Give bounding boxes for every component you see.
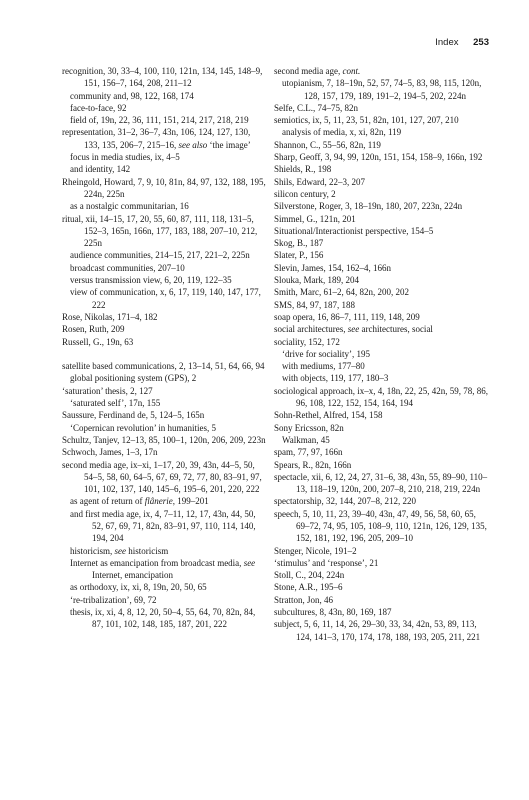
index-entry: Sony Ericsson, 82n [274, 422, 344, 433]
index-column-right [274, 65, 489, 643]
index-entry: Simmel, G., 121n, 201 [274, 213, 356, 224]
index-entry: satellite based communications, 2, 13–14, 51, 64, 66, 94 [62, 361, 265, 372]
index-subentry: Internet as emancipation from broadcast media, see Internet, emancipation [70, 557, 256, 581]
index-entry: Situational/Interactionist perspective, 154–5 [274, 225, 434, 236]
index-subentry: with objects, 119, 177, 180–3 [282, 373, 389, 384]
index-entry: spectacle, xii, 6, 12, 24, 27, 31–6, 38, 43n, 55, 89–90, 110–13, 118–19, 120n, 200, 207–8, 210, 218, 219, 224n [274, 471, 488, 495]
index-entry: Spears, R., 82n, 166n [274, 459, 352, 470]
index-subentry: face-to-face, 92 [70, 102, 127, 113]
index-subentry: field of, 19n, 22, 36, 111, 151, 214, 217, 218, 219 [70, 115, 249, 126]
index-subentry: view of communication, x, 6, 17, 119, 140, 147, 177, 222 [70, 287, 261, 310]
index-entry: subject, 5, 6, 11, 14, 26, 29–30, 33, 34, 42n, 53, 89, 113, 124, 141–3, 170, 174, 178, 188, 193, 205, 211, 221 [274, 619, 481, 642]
index-entry: Slouka, Mark, 189, 204 [274, 275, 359, 286]
index-subentry: historicism, see historicism [70, 545, 169, 556]
index-subentry: community and, 98, 122, 168, 174 [70, 90, 194, 101]
index-column-left [62, 65, 267, 631]
index-entry: Saussure, Ferdinand de, 5, 124–5, 165n [62, 410, 205, 421]
index-subentry: as a nostalgic communitarian, 16 [70, 201, 189, 212]
index-entry: silicon century, 2 [274, 188, 336, 199]
index-entry: subcultures, 8, 43n, 80, 169, 187 [274, 607, 392, 618]
index-entry: sociality, 152, 172 [274, 336, 340, 347]
running-head [435, 37, 489, 48]
index-entry: Silverstone, Roger, 3, 18–19n, 180, 207, 223n, 224n [274, 201, 463, 212]
index-subentry: as orthodoxy, ix, xi, 8, 19n, 20, 50, 65 [70, 582, 207, 593]
index-subentry: thesis, ix, xi, 4, 8, 12, 20, 50–4, 55, 64, 70, 82n, 84, 87, 101, 102, 148, 185, 187, 201, 222 [70, 607, 256, 630]
index-entry: Slater, P., 156 [274, 250, 324, 261]
index-subentry: with mediums, 177–80 [282, 361, 365, 372]
index-entry: Rose, Nikolas, 171–4, 182 [62, 311, 158, 322]
index-entry: Shields, R., 198 [274, 164, 332, 175]
index-subentry: and first media age, ix, 4, 7–11, 12, 17, 43n, 44, 50, 52, 67, 69, 71, 82n, 83–91, 97, 110, 114, 140, 194, 204 [70, 508, 256, 544]
index-entry: Shannon, C., 55–56, 82n, 119 [274, 139, 381, 150]
index-entry: SMS, 84, 97, 187, 188 [274, 299, 356, 310]
index-subentry: ‘saturated self’, 17n, 155 [70, 398, 161, 409]
index-entry: Stenger, Nicole, 191–2 [274, 545, 357, 556]
index-subentry: audience communities, 214–15, 217, 221–2, 225n [70, 250, 250, 261]
index-entry: Sharp, Geoff, 3, 94, 99, 120n, 151, 154, 158–9, 166n, 192 [274, 152, 483, 163]
index-subentry: focus in media studies, ix, 4–5 [70, 152, 180, 163]
index-entry: Skog, B., 187 [274, 238, 324, 249]
index-entry: representation, 31–2, 36–7, 43n, 106, 124, 127, 130, 133, 135, 206–7, 215–16, see also ‘the image’ [62, 127, 251, 150]
index-subentry: ‘drive for sociality’, 195 [282, 348, 370, 359]
index-entry: second media age, cont. [274, 66, 361, 76]
index-entry: spectatorship, 32, 144, 207–8, 212, 220 [274, 496, 416, 507]
index-subentry: analysis of media, x, xi, 82n, 119 [282, 127, 402, 138]
index-subentry: as agent of return of flânerie, 199–201 [70, 496, 209, 507]
index-entry: Schwoch, James, 1–3, 17n [62, 447, 158, 458]
index-entry: Stoll, C., 204, 224n [274, 570, 345, 581]
index-entry: Sohn-Rethel, Alfred, 154, 158 [274, 410, 383, 421]
index-subentry: global positioning system (GPS), 2 [70, 373, 197, 384]
index-entry: Selfe, C.L., 74–75, 82n [274, 102, 358, 113]
index-entry: Rheingold, Howard, 7, 9, 10, 81n, 84, 97, 132, 188, 195, 224n, 225n [62, 176, 266, 199]
index-entry: Stratton, Jon, 46 [274, 594, 334, 605]
index-entry: spam, 77, 97, 166n [274, 447, 343, 458]
index-entry: ‘stimulus’ and ‘response’, 21 [274, 557, 379, 568]
index-entry: social architectures, see architectures, social [274, 324, 433, 335]
index-spacer [62, 348, 267, 360]
index-entry: Russell, G., 19n, 63 [62, 336, 134, 347]
index-entry: Slevin, James, 154, 162–4, 166n [274, 262, 391, 273]
index-entry: Rosen, Ruth, 209 [62, 324, 125, 335]
index-entry: speech, 5, 10, 11, 23, 39–40, 43n, 47, 49, 56, 58, 60, 65, 69–72, 74, 95, 105, 108–9, 110, 121n, 126, 129, 135, 152, 181, 192, 196, 205, 209–10 [274, 508, 487, 544]
index-entry: recognition, 30, 33–4, 100, 110, 121n, 134, 145, 148–9, 151, 156–7, 164, 208, 211–12 [62, 66, 263, 89]
index-subentry: versus transmission view, 6, 20, 119, 122–35 [70, 275, 232, 286]
index-entry: semiotics, ix, 5, 11, 23, 51, 82n, 101, 127, 207, 210 [274, 115, 459, 126]
index-entry: soap opera, 16, 86–7, 111, 119, 148, 209 [274, 311, 420, 322]
index-subentry: ‘Copernican revolution’ in humanities, 5 [70, 422, 217, 433]
index-entry: Schultz, Tanjev, 12–13, 85, 100–1, 120n, 206, 209, 223n [62, 434, 266, 445]
index-entry: Shils, Edward, 22–3, 207 [274, 176, 365, 187]
index-entry: sociological approach, ix–x, 4, 18n, 22, 25, 42n, 59, 78, 86, 96, 108, 122, 152, 154, 164, 194 [274, 385, 488, 409]
running-head-section: Index [435, 37, 459, 48]
index-subentry: utopianism, 7, 18–19n, 52, 57, 74–5, 83, 98, 115, 120n, 128, 157, 179, 189, 191–2, 194–5, 202, 224n [282, 78, 482, 101]
index-subentry: broadcast communities, 207–10 [70, 262, 185, 273]
index-entry: Smith, Marc, 61–2, 64, 82n, 200, 202 [274, 287, 409, 298]
index-entry: ‘saturation’ thesis, 2, 127 [62, 385, 153, 396]
index-entry: Stone, A.R., 195–6 [274, 582, 343, 593]
index-entry: second media age, ix–xi, 1–17, 20, 39, 43n, 44–5, 50, 54–5, 58, 60, 64–5, 67, 69, 72, 77, 80, 83–91, 97, 101, 102, 137, 140, 145–6, 195–6, 201, 220, 222 [62, 459, 262, 495]
page-number: 253 [473, 37, 489, 48]
index-subentry: Walkman, 45 [282, 434, 330, 445]
index-entry: ritual, xii, 14–15, 17, 20, 55, 60, 87, 111, 118, 131–5, 152–3, 165n, 166n, 177, 183, 188, 207–10, 212, 225n [62, 213, 258, 249]
index-subentry: and identity, 142 [70, 164, 131, 175]
index-subentry: ‘re-tribalization’, 69, 72 [70, 594, 157, 605]
